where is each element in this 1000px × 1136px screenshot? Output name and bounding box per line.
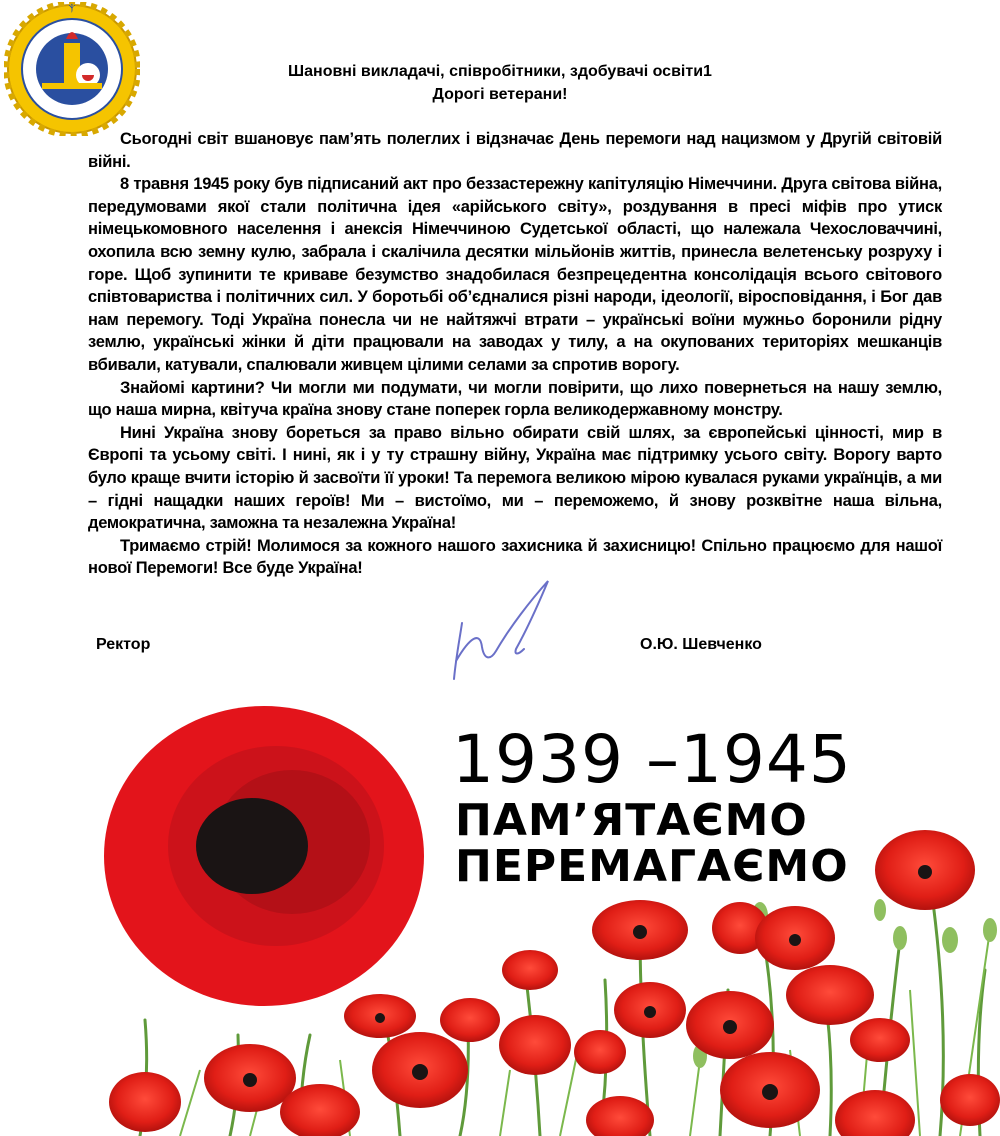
greeting-line-1: Шановні викладачі, співробітники, здобувачі освіти1 (288, 63, 712, 80)
university-emblem-icon (4, 2, 140, 136)
poppy-field-image (0, 820, 1000, 1136)
paragraph-5: Тримаємо стрій! Молимося за кожного нашого захисника й захисницю! Спільно працюємо для нашої нової Перемоги! Все буде Україна! (88, 536, 942, 578)
paragraph-3: Знайомі картини? Чи могли ми подумати, чи могли повірити, що лихо повернеться на нашу землю, що наша мирна, квітуча країна знову стане поперек горла великодержавному монстру. (88, 378, 942, 420)
years-title: 1939 –1945 (452, 721, 852, 798)
greeting-line-2: Дорогі ветерани! (432, 86, 568, 103)
svg-text:Ⲯ: Ⲯ (68, 4, 76, 14)
signature-name: О.Ю. Шевченко (640, 636, 762, 653)
paragraph-4: Нині Україна знову бореться за право вільно обирати свій шлях, за європейські цінності, мир в Європі та усьому світі. І нині, як і у ту страшну війну, Україна має підтримку усього світу. Ворогу варто було краще вчити історію й засвоїти її уроки! Та перемога великою мірою кувалася руками українців, а ми – гідні нащадки наших героїв! Ми – вистоїмо, ми – переможемо, й знову розквітне наша вільна, демократична, заможна та незалежна Україна! (88, 423, 942, 533)
paragraph-2: 8 травня 1945 року був підписаний акт про беззастережну капітуляцію Німеччини. Друга світова війна, передумовами якої стали політична ідея «арійського світу», роздування в пресі міфів про утиск німецькомовного населення і анексія Німеччиною Судетської області, що належала Чехословаччині, охопила всю земну кулю, забрала і скалічила десятки мільйонів життів, принесла велетенську розруху і горе. Щоб зупинити те криваве безумство знадобилася безпрецедентна консолідація всього світового співтовариства і політичних сил. У боротьбі об’єдналися різні народи, ідеології, віросповідання, і Бог дав нам перемогу. Тоді Україна понесла чи не найтяжчі втрати – українські воїни мужньо боронили рідну землю, українські жінки й діти працювали на заводах у тилу, а на окупованих територіях мешканців вбивали, катували, спалювали живцем цілими селами за спротив ворогу. (88, 175, 942, 374)
signature-title: Ректор (96, 636, 151, 653)
paragraph-1: Сьогодні світ вшановує пам’ять полеглих і відзначає День перемоги над нацизмом у Другій світовій війні. (88, 130, 942, 171)
slogan-remember: ПАМ’ЯТАЄМО (455, 795, 808, 846)
letter-body (88, 128, 942, 580)
handwritten-signature-icon (440, 575, 570, 685)
slogan-win: ПЕРЕМАГАЄМО (455, 841, 849, 892)
